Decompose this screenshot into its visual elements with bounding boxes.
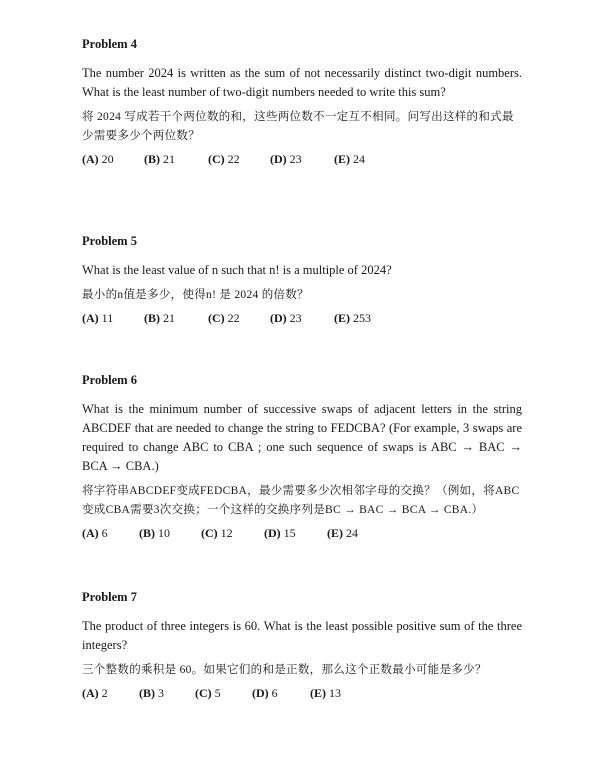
choice-d: (D) 6 [252,686,278,700]
answer-choices [82,152,522,170]
problem-title: Problem 7 [82,590,137,604]
problem-4 [82,36,522,170]
choice-d: (D) 15 [264,526,296,540]
choice-c: (C) 22 [208,311,240,325]
problem-text-en: The product of three integers is 60. What is the least possible positive sum of the three integers? [82,619,522,652]
choice-c: (C) 22 [208,152,240,166]
problem-title: Problem 4 [82,37,137,51]
choice-a: (A) 6 [82,526,108,540]
problem-title: Problem 6 [82,373,137,387]
choice-d: (D) 23 [270,152,302,166]
choice-c: (C) 12 [201,526,233,540]
answer-choices [82,526,522,544]
problem-5 [82,233,522,329]
choice-b: (B) 3 [139,686,164,700]
problem-title: Problem 5 [82,234,137,248]
answer-choices [82,686,522,704]
problem-6 [82,372,522,544]
problem-text-en: The number 2024 is written as the sum of not necessarily distinct two-digit numbers. What is the least number of two-digit numbers needed to write this sum? [82,66,522,99]
choice-b: (B) 21 [144,152,175,166]
choice-c: (C) 5 [195,686,221,700]
answer-choices [82,311,522,329]
choice-a: (A) 11 [82,311,114,325]
choice-e: (E) 253 [334,311,371,325]
choice-a: (A) 20 [82,152,114,166]
problem-7 [82,589,522,704]
choice-e: (E) 13 [310,686,341,700]
choice-b: (B) 21 [144,311,175,325]
problem-text-en: What is the minimum number of successive swaps of adjacent letters in the string ABCDEF that are needed to change the string to FEDCBA? (For example, 3 swaps are required to change ABC to CBA ; one such sequence of swaps is ABC → BAC → BCA → CBA.) [82,402,522,473]
choice-a: (A) 2 [82,686,108,700]
choice-d: (D) 23 [270,311,302,325]
choice-e: (E) 24 [334,152,365,166]
problem-text-zh: 将 2024 写成若干个两位数的和，这些两位数不一定互不相同。问写出这样的和式最少需要多少个两位数？ [82,111,514,142]
problem-text-en: What is the least value of n such that n! is a multiple of 2024? [82,263,392,277]
problem-text-zh: 三个整数的乘积是 60。如果它们的和是正数，那么这个正数最小可能是多少？ [82,664,487,676]
problem-text-zh: 最小的n值是多少，使得n! 是 2024 的倍数？ [82,289,309,301]
choice-e: (E) 24 [327,526,358,540]
choice-b: (B) 10 [139,526,170,540]
problem-text-zh: 将字符串ABCDEF变成FEDCBA，最少需要多少次相邻字母的交换？（例如，将ABC变成CBA需要3次交换；一个这样的交换序列是BC → BAC → BCA → CBA.） [82,485,520,516]
